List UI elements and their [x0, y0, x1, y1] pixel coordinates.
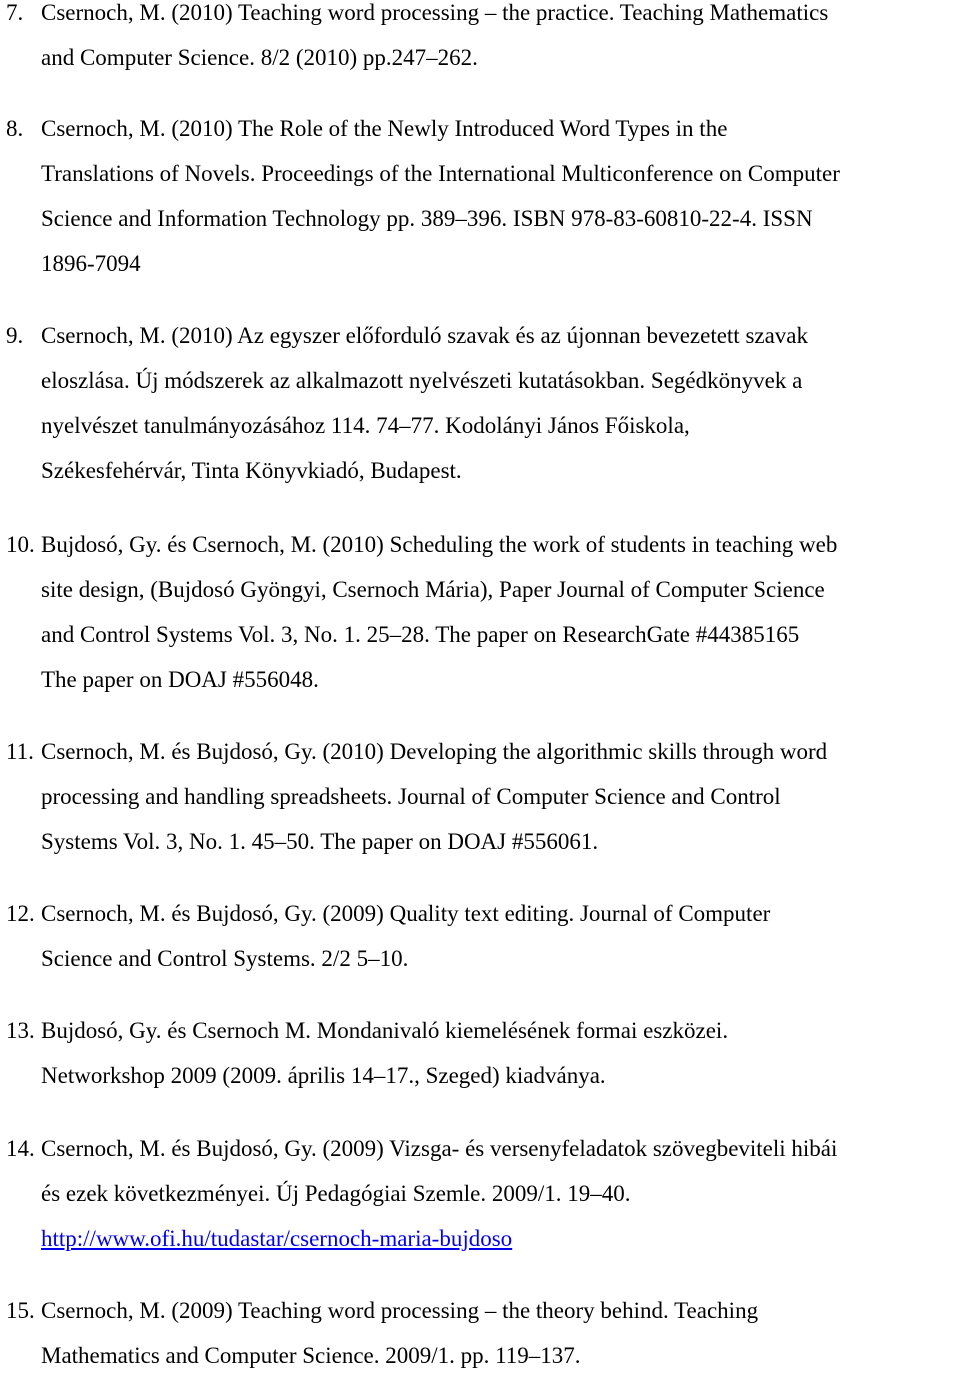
reference-item [0, 891, 960, 981]
reference-number: 13. [6, 1018, 35, 1043]
reference-line: Bujdosó, Gy. és Csernoch, M. (2010) Scheduling the work of students in teaching web [41, 532, 838, 557]
reference-line: eloszlása. Új módszerek az alkalmazott nyelvészeti kutatásokban. Segédkönyvek a [41, 368, 803, 393]
reference-item [0, 1288, 960, 1378]
reference-number: 15. [6, 1298, 35, 1323]
reference-line: processing and handling spreadsheets. Journal of Computer Science and Control [41, 784, 781, 809]
reference-number: 9. [6, 323, 24, 348]
reference-item [0, 1008, 960, 1098]
reference-link[interactable]: http://www.ofi.hu/tudastar/csernoch-maria-bujdoso [41, 1226, 513, 1251]
reference-item [0, 313, 960, 493]
reference-item [0, 0, 960, 80]
reference-number: 7. [6, 0, 24, 25]
reference-line: Csernoch, M. és Bujdosó, Gy. (2010) Developing the algorithmic skills through word [41, 739, 828, 764]
reference-number: 12. [6, 901, 35, 926]
reference-item [0, 729, 960, 864]
reference-line: Székesfehérvár, Tinta Könyvkiadó, Budapest. [41, 458, 462, 483]
reference-line: Systems Vol. 3, No. 1. 45–50. The paper on DOAJ #556061. [41, 829, 599, 854]
reference-item [0, 106, 960, 286]
reference-number: 8. [6, 116, 24, 141]
reference-line: Csernoch, M. és Bujdosó, Gy. (2009) Quality text editing. Journal of Computer [41, 901, 771, 926]
reference-line: site design, (Bujdosó Gyöngyi, Csernoch Mária), Paper Journal of Computer Science [41, 577, 825, 602]
reference-line: Science and Information Technology pp. 389–396. ISBN 978-83-60810-22-4. ISSN [41, 206, 813, 231]
reference-item [0, 1126, 960, 1261]
reference-line: és ezek következményei. Új Pedagógiai Szemle. 2009/1. 19–40. [41, 1181, 631, 1206]
reference-item [0, 522, 960, 702]
reference-line: nyelvészet tanulmányozásához 114. 74–77. Kodolányi János Főiskola, [41, 413, 690, 438]
reference-line: and Computer Science. 8/2 (2010) pp.247–262. [41, 45, 478, 70]
reference-line: Science and Control Systems. 2/2 5–10. [41, 946, 409, 971]
reference-number: 10. [6, 532, 35, 557]
reference-line: Csernoch, M. (2010) Teaching word processing – the practice. Teaching Mathematics [41, 0, 829, 25]
reference-number: 11. [6, 739, 34, 764]
reference-line: Translations of Novels. Proceedings of the International Multiconference on Computer [41, 161, 840, 186]
reference-line: and Control Systems Vol. 3, No. 1. 25–28. The paper on ResearchGate #44385165 [41, 622, 800, 647]
reference-line: Csernoch, M. (2009) Teaching word processing – the theory behind. Teaching [41, 1298, 759, 1323]
reference-line: Csernoch, M. és Bujdosó, Gy. (2009) Vizsga- és versenyfeladatok szövegbeviteli hibái [41, 1136, 838, 1161]
reference-line: 1896-7094 [41, 251, 141, 276]
reference-line: Bujdosó, Gy. és Csernoch M. Mondanivaló kiemelésének formai eszközei. [41, 1018, 729, 1043]
reference-line: Networkshop 2009 (2009. április 14–17., Szeged) kiadványa. [41, 1063, 606, 1088]
reference-line: Mathematics and Computer Science. 2009/1. pp. 119–137. [41, 1343, 581, 1368]
reference-line: Csernoch, M. (2010) Az egyszer előforduló szavak és az újonnan bevezetett szavak [41, 323, 809, 348]
reference-line: Csernoch, M. (2010) The Role of the Newly Introduced Word Types in the [41, 116, 728, 141]
reference-line: The paper on DOAJ #556048. [41, 667, 319, 692]
reference-number: 14. [6, 1136, 35, 1161]
